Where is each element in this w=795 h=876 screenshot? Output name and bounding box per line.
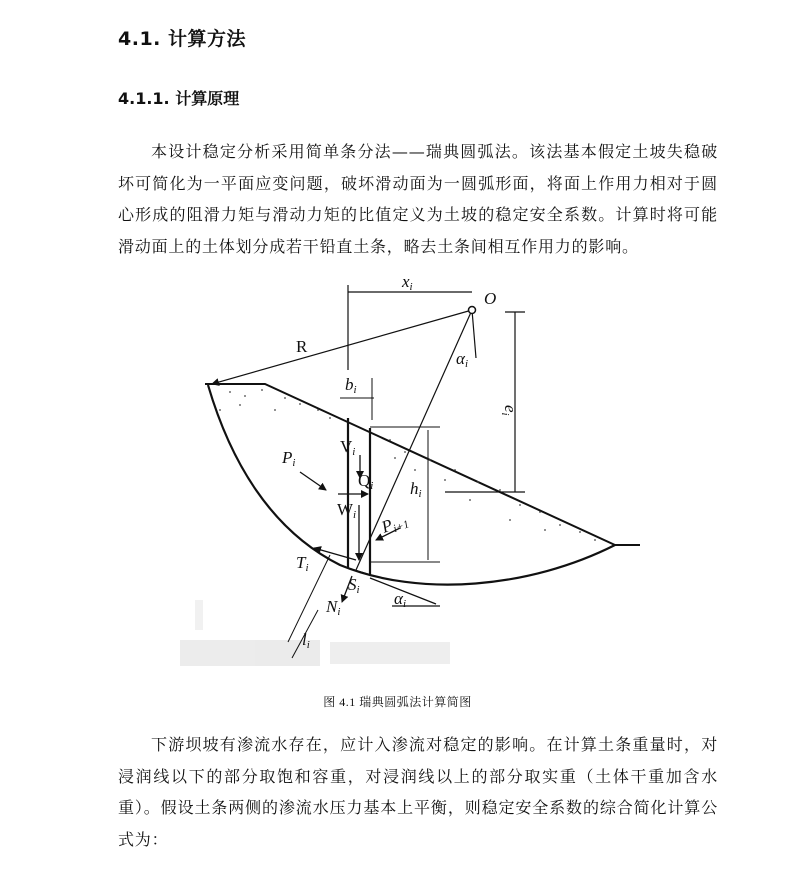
label-P-next: Pi+1 [378,515,411,537]
label-b: bi [345,375,357,396]
label-alpha: αi [456,349,468,370]
figure-labels [281,272,520,651]
label-e: ei [499,405,520,416]
circle-center [469,307,476,314]
radius-lines [212,285,525,570]
label-alpha-base: αi [394,589,406,610]
section-heading: 4.1. 计算方法 [118,28,246,50]
paragraph-intro: 本设计稳定分析采用简单条分法——瑞典圆弧法。该法基本假定土坡失稳破坏可简化为一平面应变问题，破坏滑动面为一圆弧形面，将面上作用力相对于圆心形成的阻滑力矩与滑动力矩的比值定义为土坡的稳定安全系数。计算时将可能滑动面上的土体划分成若干铅直土条，略去土条间相互作用力的影响。 [118,142,718,256]
label-x: xi [402,272,413,293]
label-N: Ni [326,597,341,618]
label-R: R [296,337,308,356]
soil-texture [219,389,596,541]
scan-artifacts [180,600,450,666]
slope-surface [205,384,640,585]
paragraph-seepage: 下游坝坡有渗流水存在，应计入渗流对稳定的影响。在计算土条重量时，对浸润线以下的部分取饱和容重，对浸润线以上的部分取实重（土体干重加含水重）。假设土条两侧的渗流水压力基本上平衡，则稳定安全系数的综合简化计算公式为： [118,735,718,849]
label-l: li [302,630,310,651]
dimension-lines [288,378,440,658]
label-h: hi [410,479,422,500]
label-Q: Qi [358,471,374,492]
label-P: Pi [282,448,296,469]
label-S: Si [348,575,360,596]
label-V: Vi [340,437,356,458]
label-W: Wi [337,500,357,521]
figure-caption: 图 4.1 瑞典圆弧法计算简图 [323,695,472,709]
label-O: O [484,289,497,308]
subsection-heading: 4.1.1. 计算原理 [118,89,240,108]
swedish-circle-diagram [0,270,795,690]
label-T: Ti [296,553,309,574]
